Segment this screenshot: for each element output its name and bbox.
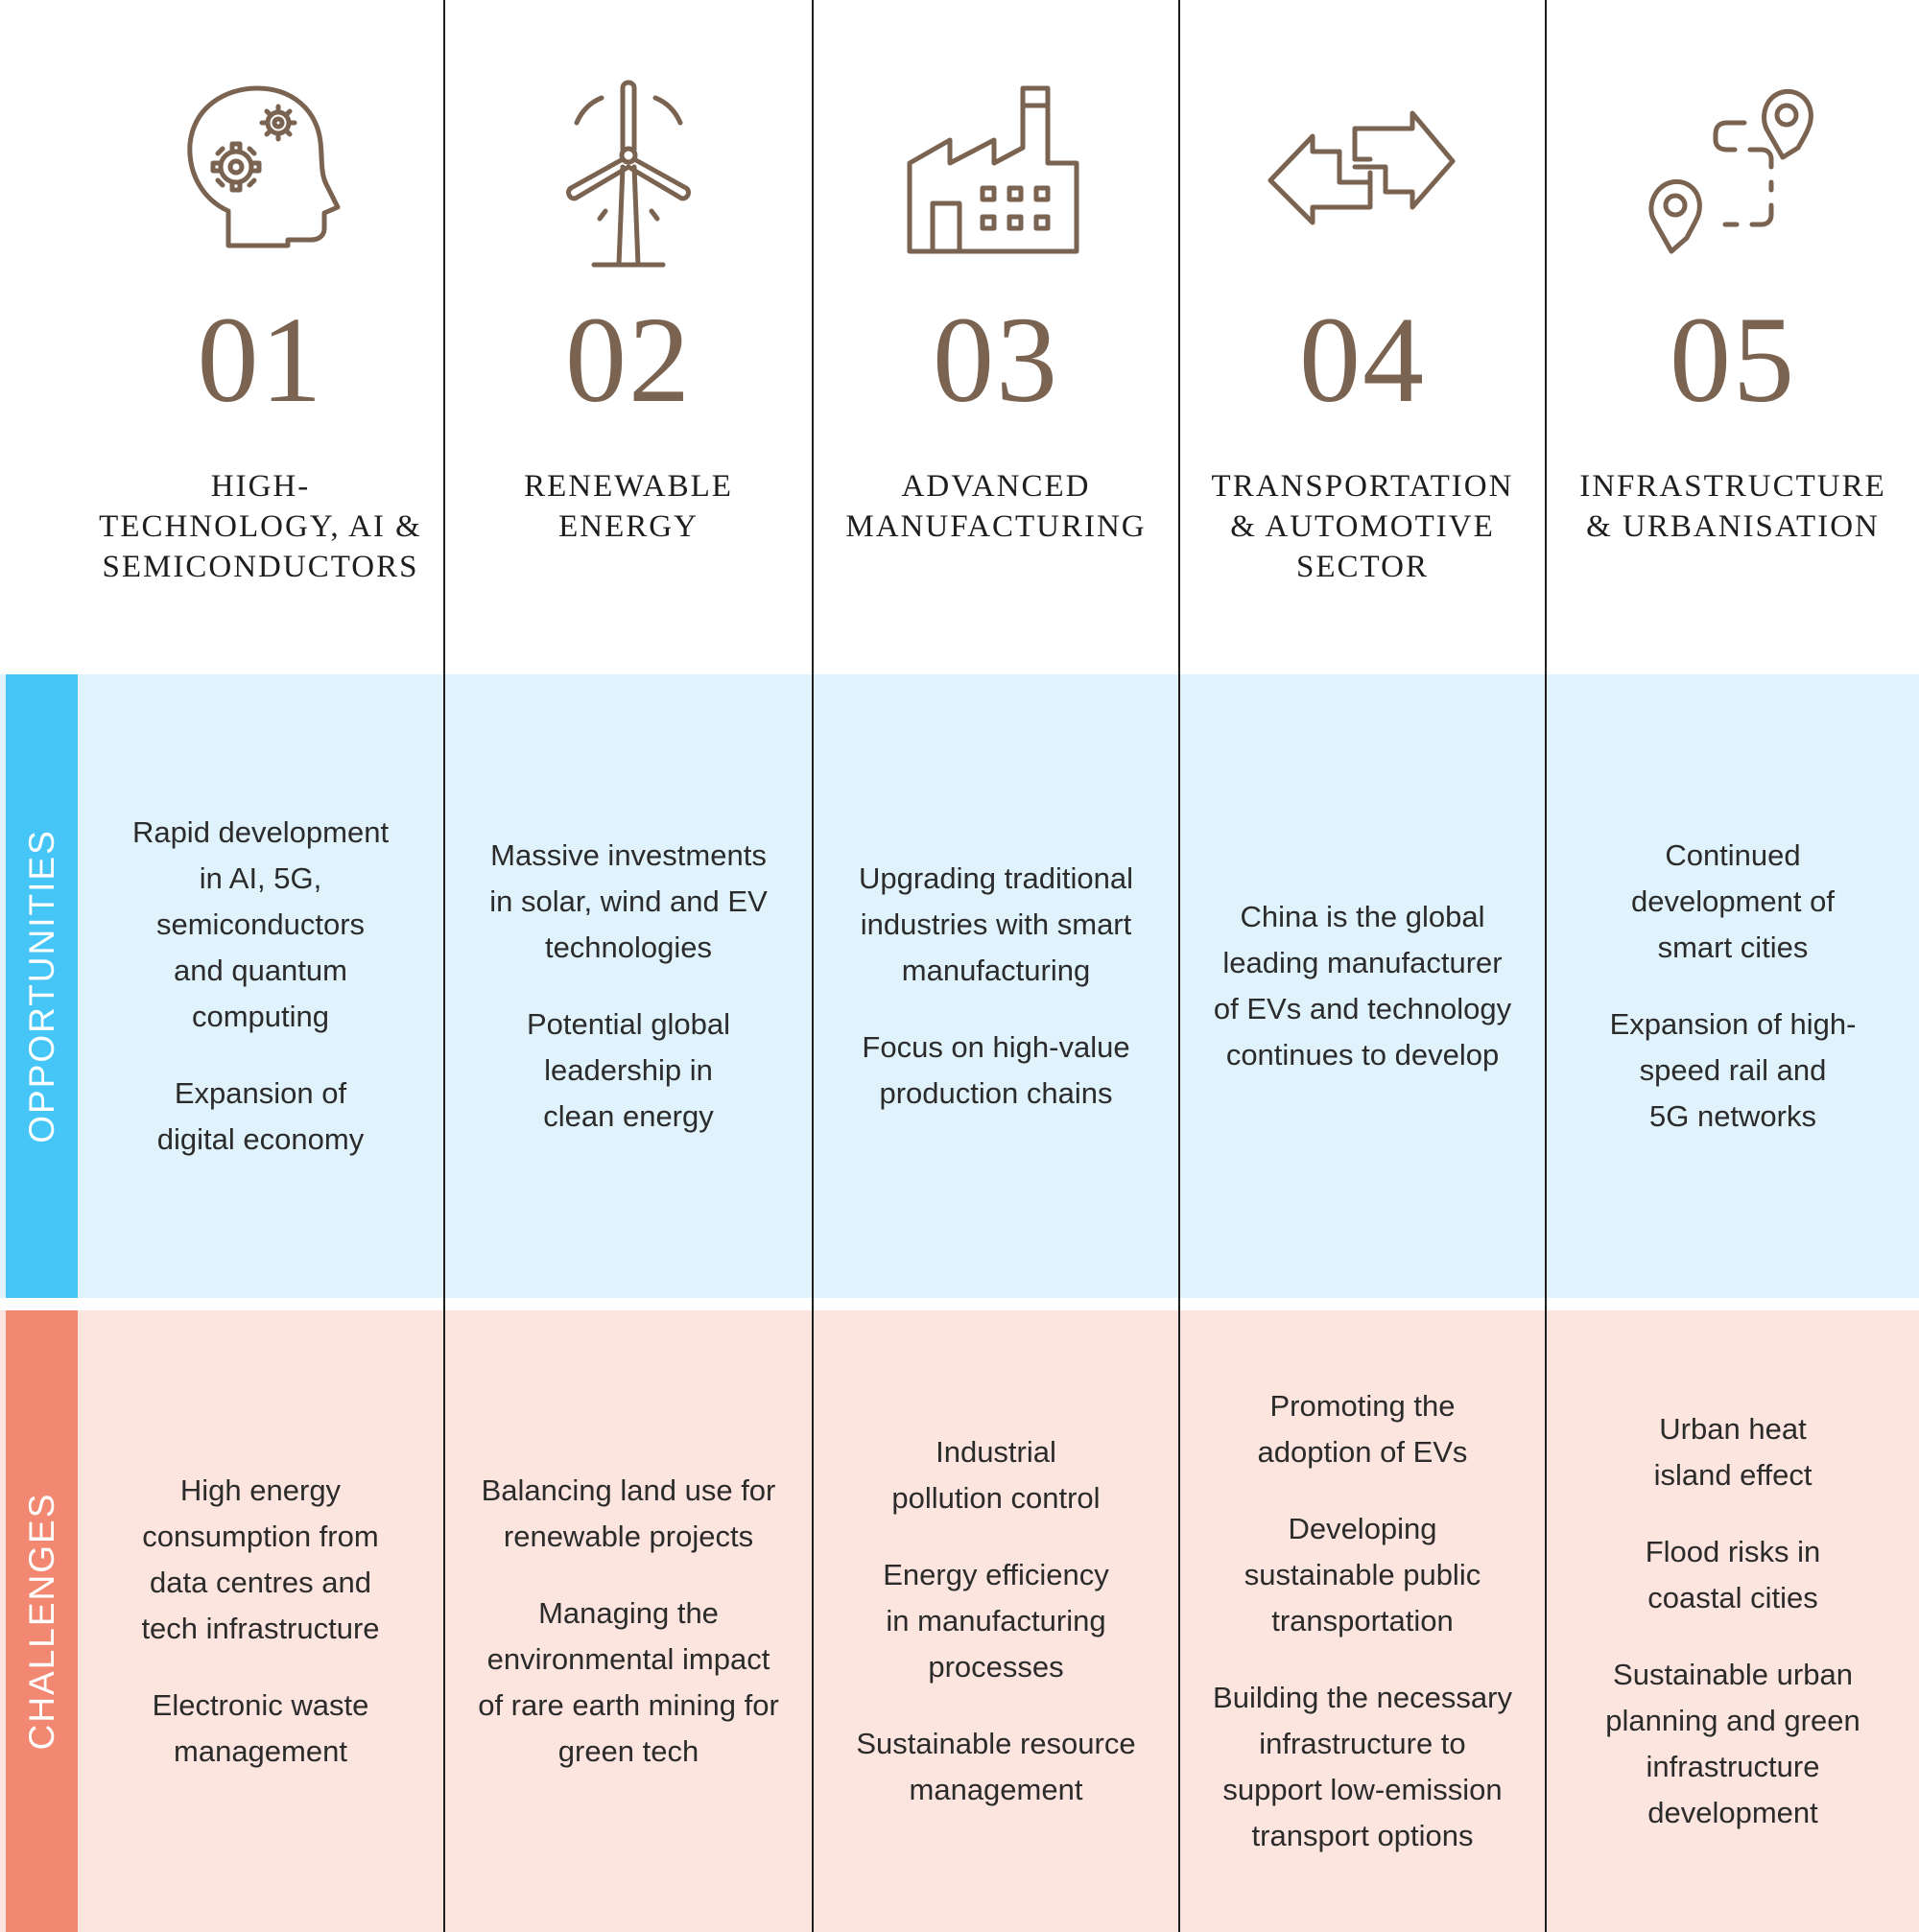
item-text-line: infrastructure to	[1259, 1727, 1466, 1760]
challenge-item	[153, 1683, 369, 1775]
item-text-line: in AI, 5G,	[199, 861, 322, 895]
sector-title-line: SECTOR	[1296, 550, 1429, 584]
item-text-line: digital economy	[156, 1122, 365, 1156]
item-text-line: Massive investments	[490, 838, 767, 872]
sector-title-line: & URBANISATION	[1586, 509, 1880, 544]
item-text-line: Building the necessary	[1213, 1681, 1512, 1714]
sector-title	[1180, 466, 1545, 587]
opportunity-item	[1631, 833, 1835, 971]
item-text-line: consumption from	[142, 1520, 379, 1553]
sector-title-line: ENERGY	[558, 509, 699, 544]
sector-number: 03	[933, 292, 1059, 428]
opportunities-label: OPPORTUNITIES	[21, 829, 61, 1143]
item-text-line: transportation	[1271, 1604, 1454, 1637]
opportunity-item	[489, 833, 768, 971]
sector-column-03	[814, 0, 1178, 1932]
challenge-item	[1646, 1529, 1821, 1621]
item-text-line: production chains	[879, 1076, 1113, 1110]
opportunities-cell	[1180, 674, 1545, 1298]
challenges-cell	[445, 1310, 812, 1932]
item-text-line: leading manufacturer	[1222, 946, 1503, 979]
item-text-line: of EVs and technology	[1213, 992, 1512, 1025]
item-text-line: 5G networks	[1648, 1099, 1816, 1133]
item-text-line: infrastructure	[1646, 1750, 1820, 1783]
opportunities-cell	[78, 674, 443, 1298]
sector-title-line: TRANSPORTATION	[1211, 469, 1514, 504]
opportunities-cell	[1547, 674, 1919, 1298]
item-text-line: coastal cities	[1647, 1581, 1818, 1614]
item-text-line: tech infrastructure	[141, 1612, 380, 1645]
item-text-line: processes	[928, 1650, 1064, 1684]
item-text-line: renewable projects	[503, 1520, 754, 1553]
challenge-item	[1213, 1675, 1512, 1859]
item-text-line: pollution control	[891, 1481, 1101, 1515]
sector-title	[814, 466, 1178, 547]
opportunity-item	[1610, 1001, 1857, 1140]
item-text-line: Continued	[1665, 838, 1801, 872]
item-text-line: Urban heat	[1659, 1412, 1807, 1446]
sector-column-01	[78, 0, 443, 1932]
item-text-line: island effect	[1653, 1458, 1812, 1492]
challenge-item	[1605, 1652, 1860, 1836]
item-text-line: development of	[1631, 884, 1835, 918]
sector-column-04	[1180, 0, 1545, 1932]
item-text-line: clean energy	[543, 1099, 714, 1133]
challenge-item	[1244, 1506, 1481, 1644]
challenges-cell	[1547, 1310, 1919, 1932]
item-text-line: Promoting the	[1269, 1389, 1456, 1423]
challenge-item	[478, 1590, 779, 1775]
challenges-cell	[1180, 1310, 1545, 1932]
item-text-line: Sustainable resource	[856, 1727, 1136, 1760]
sector-title-line: & AUTOMOTIVE	[1230, 509, 1495, 544]
route-pins-icon	[1627, 67, 1838, 278]
opportunity-item	[157, 1071, 364, 1163]
item-text-line: support low-emission	[1222, 1773, 1503, 1806]
item-text-line: of rare earth mining for	[478, 1688, 779, 1722]
opportunities-cell	[814, 674, 1178, 1298]
sector-title-line: SEMICONDUCTORS	[102, 550, 419, 584]
opportunities-cell	[445, 674, 812, 1298]
item-text-line: Industrial	[936, 1435, 1056, 1469]
challenge-item	[891, 1429, 1100, 1521]
item-text-line: High energy	[179, 1473, 342, 1507]
sector-title-line: RENEWABLE	[524, 469, 733, 504]
sector-number: 04	[1299, 292, 1426, 428]
item-text-line: management	[909, 1773, 1083, 1806]
opportunity-item	[859, 856, 1133, 994]
challenge-item	[856, 1721, 1135, 1813]
sector-number: 01	[197, 292, 324, 428]
item-text-line: management	[174, 1734, 347, 1768]
sector-title-line: INFRASTRUCTURE	[1579, 469, 1886, 504]
challenge-item	[482, 1468, 776, 1560]
opportunity-item	[862, 1025, 1129, 1117]
sector-title-line: ADVANCED	[901, 469, 1091, 504]
item-text-line: manufacturing	[901, 954, 1091, 987]
opportunity-item	[527, 1001, 730, 1140]
challenges-row-header	[6, 1310, 78, 1932]
item-text-line: in solar, wind and EV	[489, 884, 768, 918]
sector-title-line: MANUFACTURING	[845, 509, 1147, 544]
item-text-line: transport options	[1251, 1819, 1474, 1852]
item-text-line: Potential global	[527, 1007, 730, 1041]
item-text-line: industries with smart	[860, 907, 1132, 941]
item-text-line: smart cities	[1657, 931, 1809, 964]
item-text-line: Expansion of high-	[1609, 1007, 1857, 1041]
item-text-line: Energy efficiency	[883, 1558, 1109, 1591]
wind-turbine-icon	[523, 67, 734, 278]
sector-column-05	[1547, 0, 1919, 1932]
sector-title-line: HIGH-	[210, 469, 311, 504]
factory-icon	[890, 67, 1102, 278]
challenges-label: CHALLENGES	[21, 1492, 61, 1751]
item-text-line: Expansion of	[174, 1076, 347, 1110]
item-text-line: leadership in	[544, 1053, 713, 1087]
item-text-line: Balancing land use for	[481, 1473, 776, 1507]
item-text-line: development	[1647, 1796, 1818, 1829]
sector-title	[78, 466, 443, 587]
sector-title	[1547, 466, 1919, 547]
item-text-line: adoption of EVs	[1257, 1435, 1468, 1469]
challenges-cell	[814, 1310, 1178, 1932]
opportunity-item	[132, 810, 389, 1040]
item-text-line: environmental impact	[486, 1642, 770, 1676]
challenge-item	[1654, 1406, 1812, 1498]
sector-column-02	[445, 0, 812, 1932]
item-text-line: Upgrading traditional	[858, 861, 1134, 895]
challenges-cell	[78, 1310, 443, 1932]
exchange-arrows-icon	[1257, 67, 1468, 278]
sector-number: 05	[1670, 292, 1796, 428]
item-text-line: China is the global	[1240, 900, 1485, 933]
item-text-line: sustainable public	[1244, 1558, 1481, 1591]
item-text-line: Focus on high-value	[862, 1030, 1130, 1064]
item-text-line: planning and green	[1605, 1704, 1860, 1737]
sector-title	[445, 466, 812, 547]
sector-number: 02	[565, 292, 692, 428]
item-text-line: green tech	[557, 1734, 699, 1768]
challenge-item	[141, 1468, 379, 1652]
item-text-line: Electronic waste	[152, 1688, 369, 1722]
item-text-line: Flood risks in	[1645, 1535, 1821, 1568]
opportunities-row-header	[6, 674, 78, 1298]
item-text-line: computing	[191, 1000, 330, 1033]
item-text-line: data centres and	[150, 1566, 371, 1599]
item-text-line: in manufacturing	[886, 1604, 1106, 1637]
item-text-line: technologies	[544, 931, 713, 964]
item-text-line: semiconductors	[155, 907, 366, 941]
item-text-line: Rapid development	[131, 815, 390, 849]
item-text-line: and quantum	[174, 954, 347, 987]
challenge-item	[1258, 1383, 1468, 1475]
item-text-line: speed rail and	[1639, 1053, 1827, 1087]
head-gears-icon	[155, 67, 367, 278]
item-text-line: Sustainable urban	[1613, 1658, 1853, 1691]
sector-title-line: TECHNOLOGY, AI &	[99, 509, 422, 544]
item-text-line: continues to develop	[1225, 1038, 1500, 1072]
item-text-line: Managing the	[538, 1596, 719, 1630]
challenge-item	[883, 1552, 1109, 1690]
item-text-line: Developing	[1288, 1512, 1437, 1545]
opportunity-item	[1214, 894, 1511, 1078]
